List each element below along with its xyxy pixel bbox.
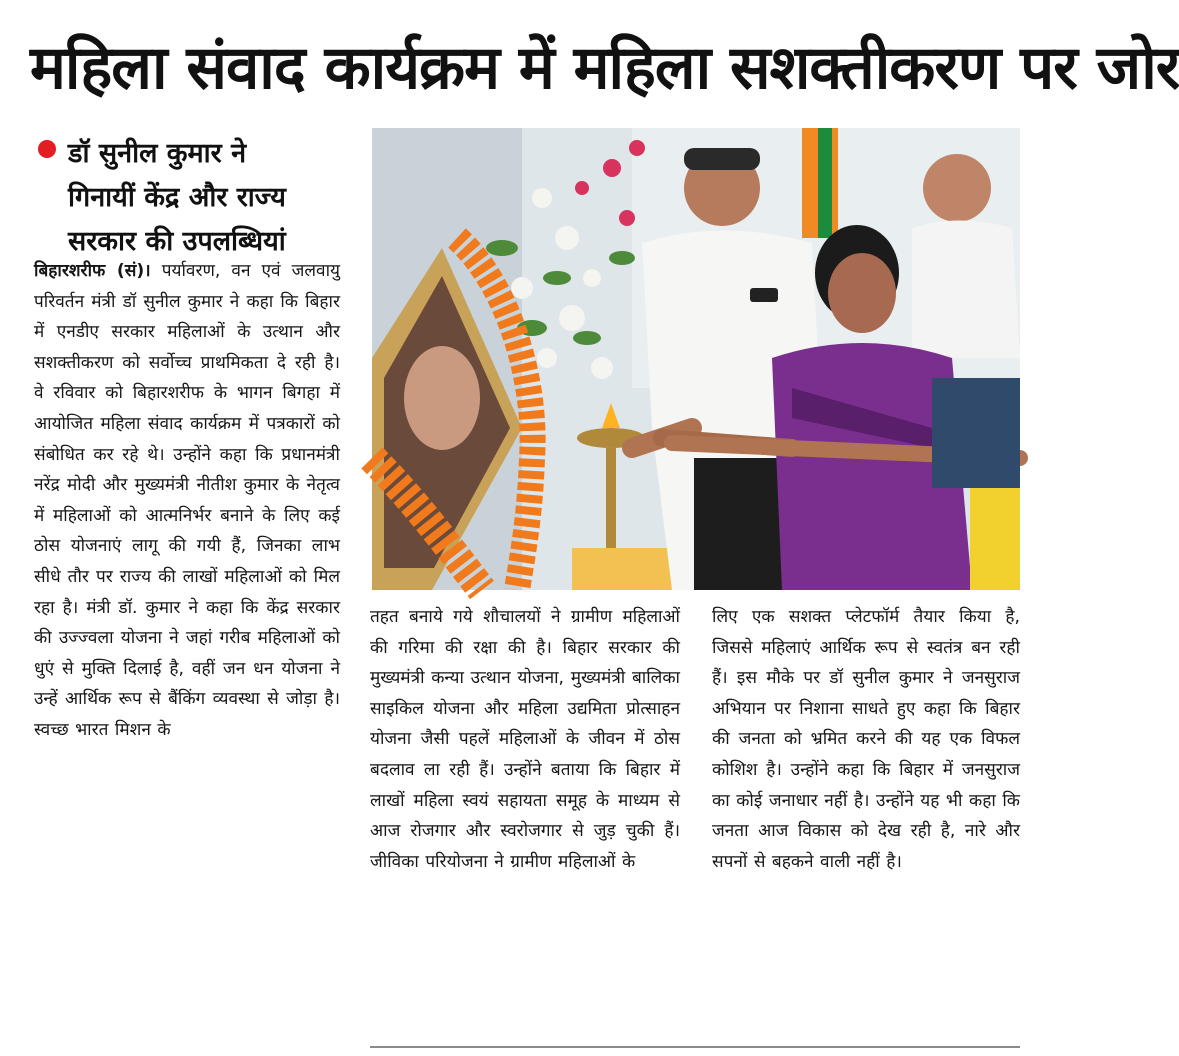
article-column-3 bbox=[712, 602, 1020, 1032]
subheadline bbox=[34, 132, 344, 264]
dateline: बिहारशरीफ (सं)। bbox=[34, 261, 151, 281]
headline: महिला संवाद कार्यक्रम में महिला सशक्तीकरण पर जोर bbox=[30, 33, 1179, 103]
column-1-body: पर्यावरण, वन एवं जलवायु परिवर्तन मंत्री डॉ सुनील कुमार ने कहा कि बिहार में एनडीए सरकार महिलाओं के उत्थान और सशक्तीकरण को सर्वोच्च प्राथमिकता दे रही है। वे रविवार को बिहारशरीफ के भागन बिगहा में आयोजित महिला संवाद कार्यक्रम में पत्रकारों को संबोधित कर रहे थे। उन्होंने कहा कि प्रधानमंत्री नरेंद्र मोदी और मुख्यमंत्री नीतीश कुमार के नेतृत्व में महिलाओं को आत्मनिर्भर बनाने के लिए कई ठोस योजनाएं लागू की गयी हैं, जिनका लाभ सीधे तौर पर राज्य की लाखों महिलाओं को मिल रहा है। मंत्री डॉ. कुमार ने कहा कि केंद्र सरकार की उज्ज्वला योजना ने जहां गरीब महिलाओं को धुएं से मुक्ति दिलाई है, वहीं जन धन योजना ने उन्हें आर्थिक रूप से बैंकिंग व्यवस्था से जोड़ा है। स्वच्छ भारत मिशन के bbox=[34, 261, 340, 740]
subheadline-line-3: सरकार की उपलब्धियां bbox=[68, 226, 286, 257]
article-column-1 bbox=[34, 256, 340, 1036]
article-column-2 bbox=[370, 602, 680, 1032]
subheadline-line-2: गिनायीं केंद्र और राज्य bbox=[68, 182, 286, 213]
event-photo bbox=[372, 128, 1020, 590]
bottom-divider bbox=[370, 1046, 1020, 1048]
subheadline-line-1: डॉ सुनील कुमार ने bbox=[68, 138, 247, 169]
column-2-body: तहत बनाये गये शौचालयों ने ग्रामीण महिलाओं की गरिमा की रक्षा की है। बिहार सरकार की मुख्यमंत्री कन्या उत्थान योजना, मुख्यमंत्री बालिका साइकिल योजना और महिला उद्यमिता प्रोत्साहन योजना जैसी पहलें महिलाओं के जीवन में ठोस बदलाव ला रही हैं। उन्होंने बताया कि बिहार में लाखों महिला स्वयं सहायता समूह के माध्यम से आज रोजगार और स्वरोजगार से जुड़ चुकी हैं। जीविका परियोजना ने ग्रामीण महिलाओं के bbox=[370, 607, 680, 872]
column-3-body: लिए एक सशक्त प्लेटफॉर्म तैयार किया है, जिससे महिलाएं आर्थिक रूप से स्वतंत्र बन रही हैं। इस मौके पर डॉ सुनील कुमार ने जनसुराज अभियान पर निशाना साधते हुए कहा कि बिहार की जनता को भ्रमित करने की यह एक विफल कोशिश है। उन्होंने कहा कि बिहार में जनसुराज का कोई जनाधार नहीं है। उन्होंने यह भी कहा कि जनता आज विकास को देख रही है, नारे और सपनों से बहकने वाली नहीं है। bbox=[712, 607, 1020, 872]
